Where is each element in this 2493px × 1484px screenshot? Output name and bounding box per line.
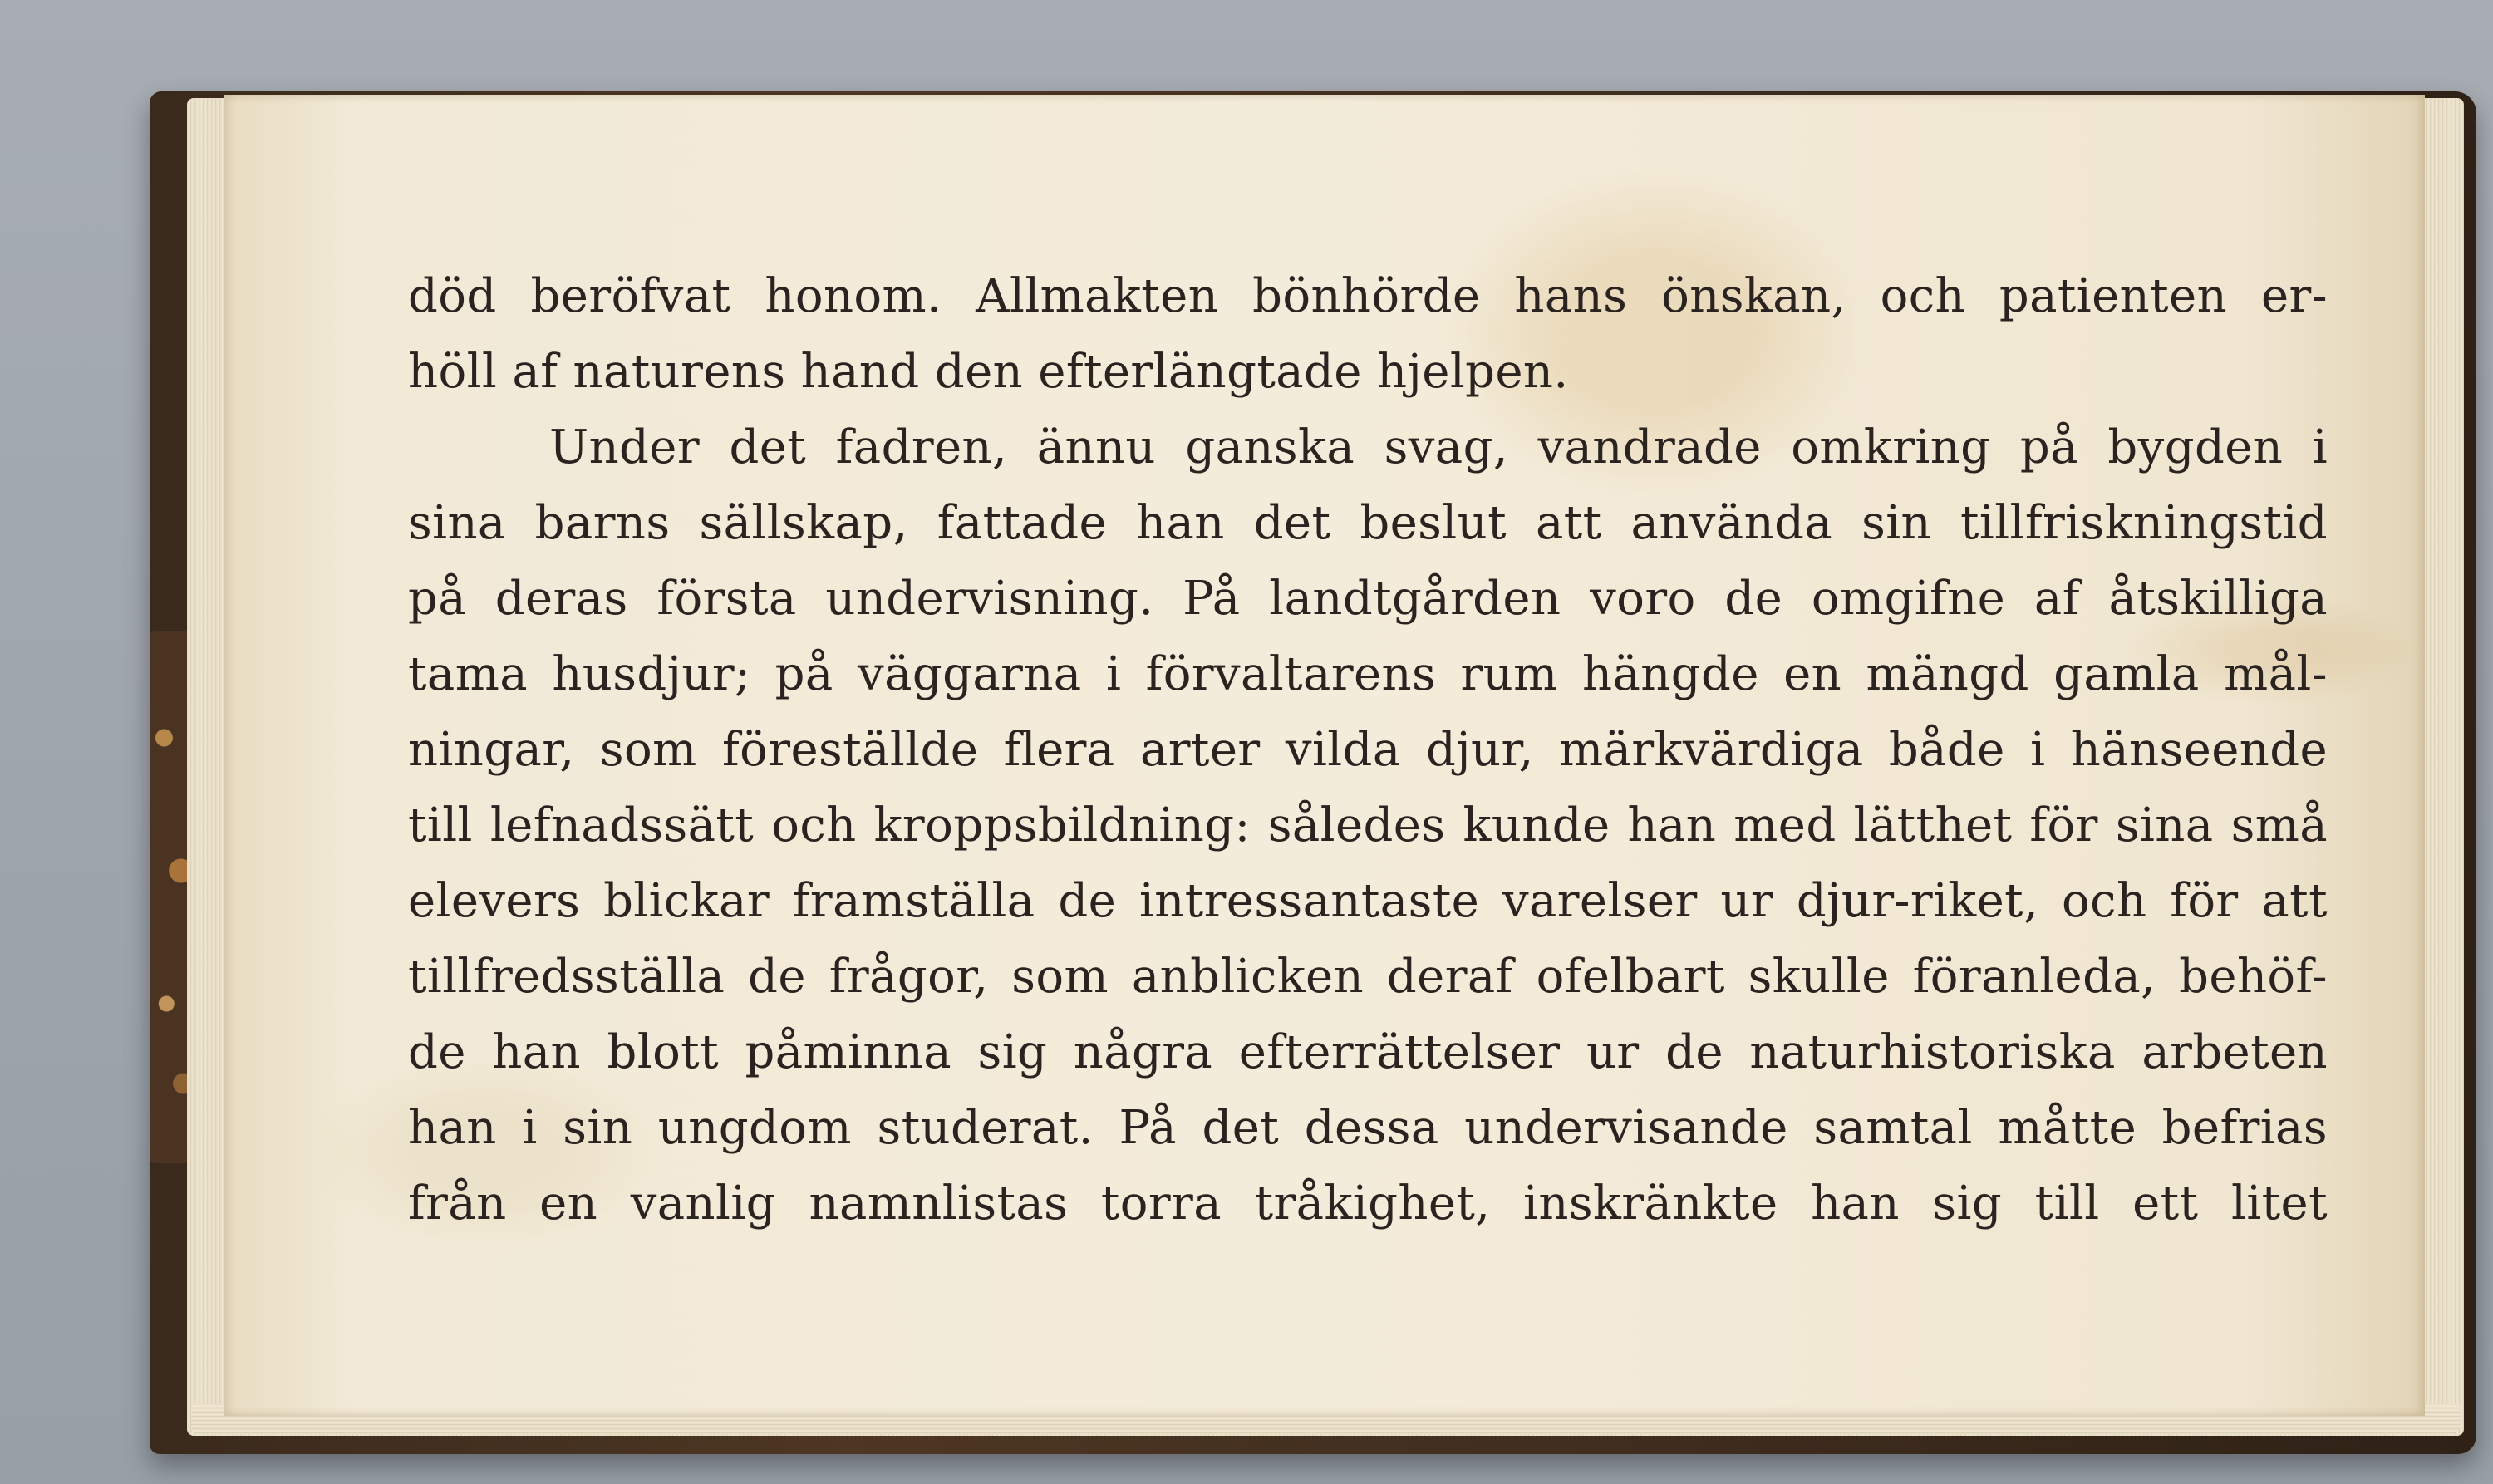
text-line: han i sin ungdom studerat. På det dessa undervisande samtal måtte befrias <box>408 1101 2328 1155</box>
text-line: elevers blickar framställa de intressantaste varelser ur djur-riket, och för att <box>408 874 2328 928</box>
text-line: till lefnadssätt och kroppsbildning: således kunde han med lätthet för sina små <box>408 799 2328 853</box>
page-text <box>408 258 2328 1241</box>
text-line: på deras första undervisning. På landtgården voro de omgifne af åtskilliga <box>408 572 2328 626</box>
book-page <box>224 95 2425 1416</box>
text-line: tillfredsställa de frågor, som anblicken deraf ofelbart skulle föranleda, behöf- <box>408 950 2328 1004</box>
text-line: ningar, som föreställde flera arter vilda djur, märkvärdiga både i hänseende <box>408 723 2328 777</box>
text-line: från en vanlig namnlistas torra tråkighet, inskränkte han sig till ett litet <box>408 1177 2328 1231</box>
text-line: död beröfvat honom. Allmakten bönhörde hans önskan, och patienten er- <box>408 269 2328 323</box>
text-line: tama husdjur; på väggarna i förvaltarens rum hängde en mängd gamla mål- <box>408 647 2328 701</box>
text-line: sina barns sällskap, fattade han det beslut att använda sin tillfriskningstid <box>408 496 2328 550</box>
text-line: Under det fadren, ännu ganska svag, vandrade omkring på bygden i <box>549 420 2328 474</box>
text-line: höll af naturens hand den efterlängtade hjelpen. <box>408 345 1569 399</box>
text-line: de han blott påminna sig några efterrättelser ur de naturhistoriska arbeten <box>408 1025 2328 1079</box>
